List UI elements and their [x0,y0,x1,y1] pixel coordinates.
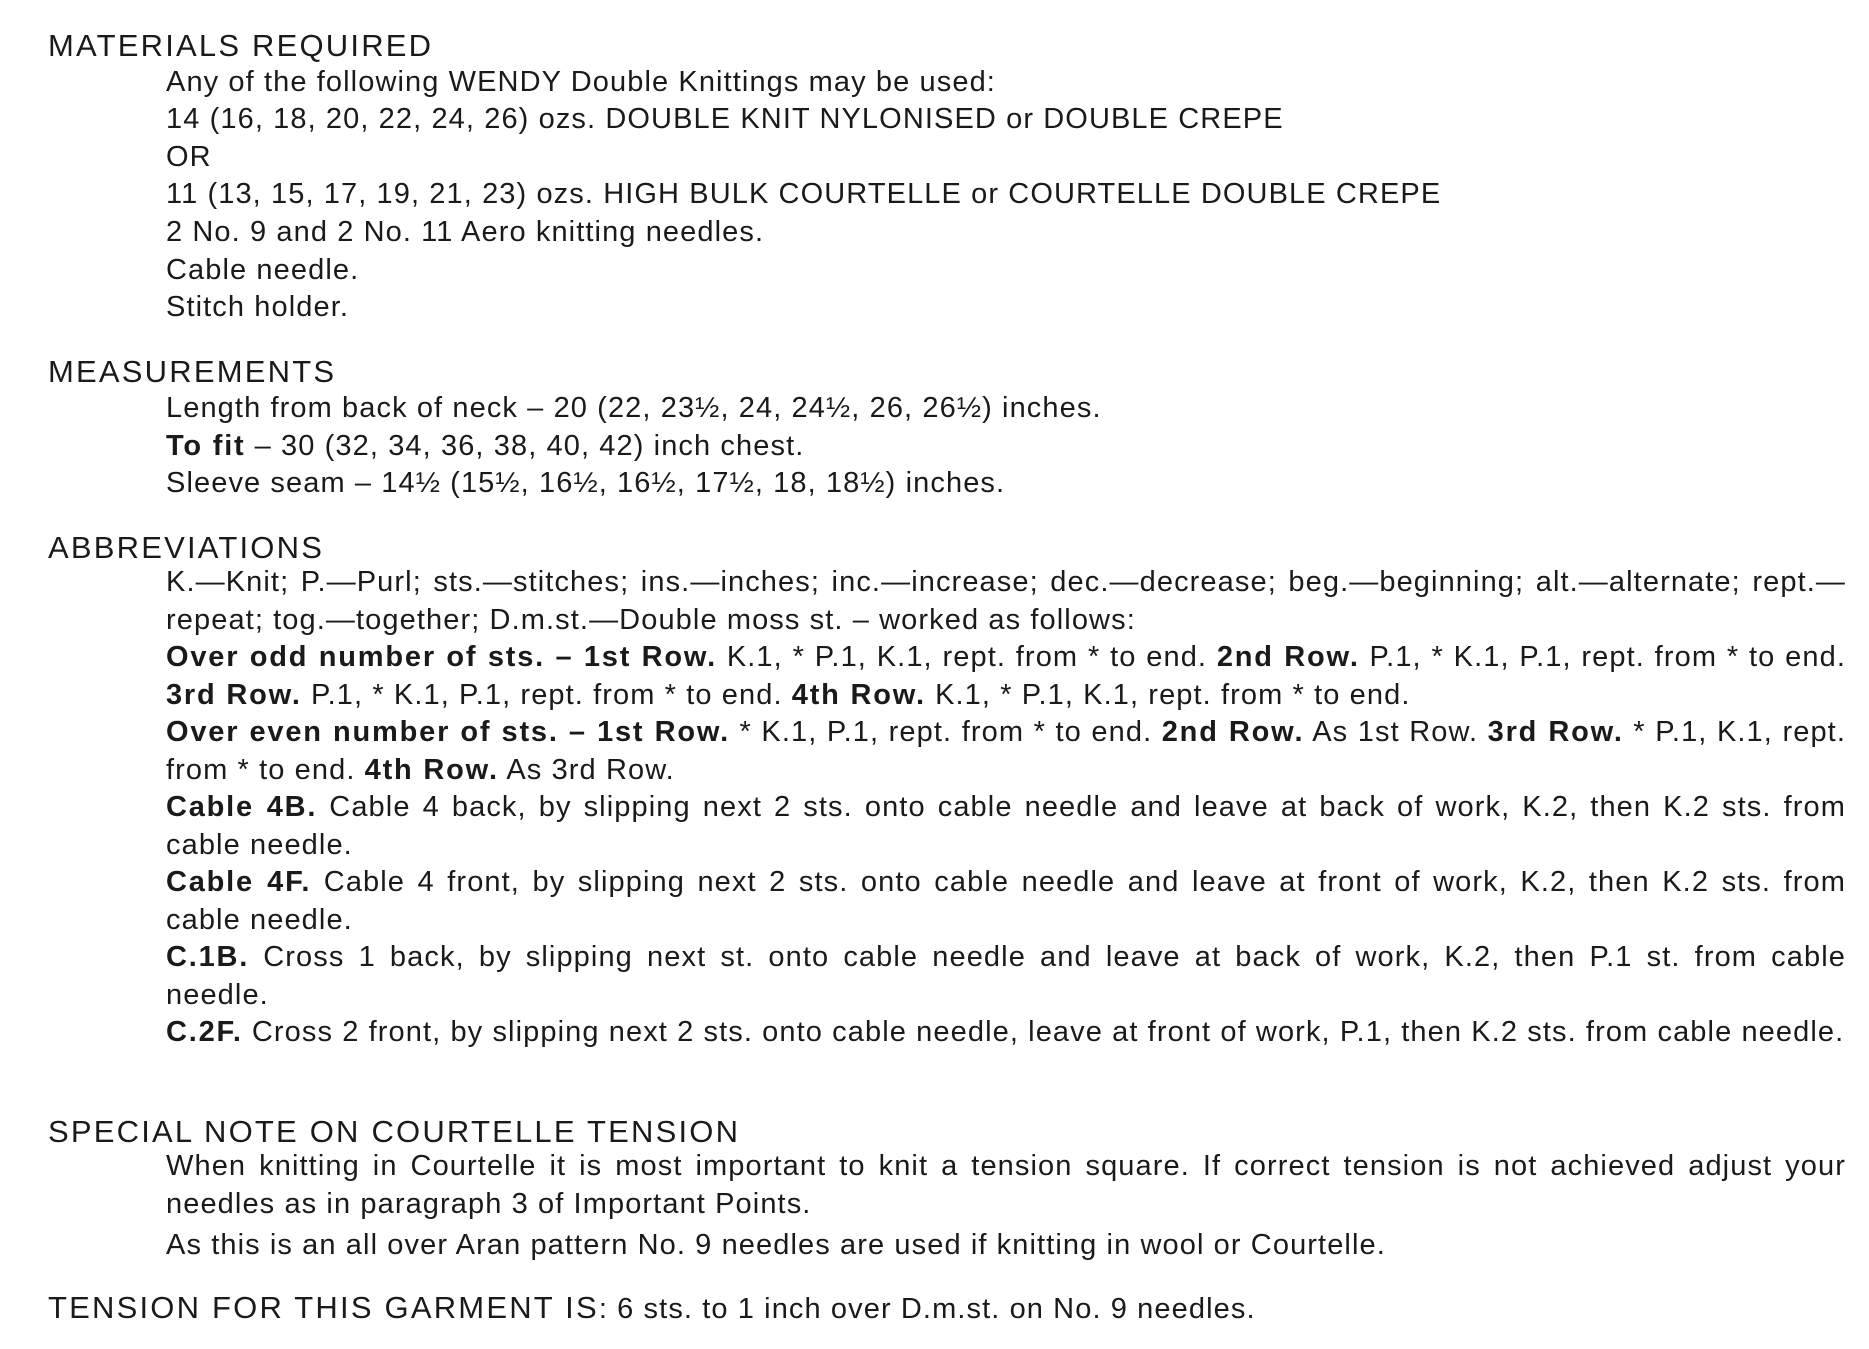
odd-row1: K.1, * P.1, K.1, rept. from * to end. [717,641,1217,673]
odd-row3-label: 3rd Row. [166,678,302,711]
even-row3: * P.1, K.1, rept. from * to end. [166,716,1846,786]
even-sts-paragraph [166,714,1846,789]
even-row2-label: 2nd Row. [1161,716,1305,748]
special-note-para-1: When knitting in Courtelle it is most important to knit a tension square. If correct tension is not achieved adjust your needles as in paragraph 3 of Important Points. [166,1150,1846,1220]
materials-heading: MATERIALS REQUIRED [48,28,434,63]
fit-text: – 30 (32, 34, 36, 38, 40, 42) inch chest. [245,430,805,462]
c1b-paragraph [166,939,1846,1014]
abbreviations-heading: ABBREVIATIONS [48,530,325,565]
cable-4b-paragraph [166,789,1846,864]
odd-sts-paragraph [166,639,1846,714]
special-note-heading: SPECIAL NOTE ON COURTELLE TENSION [48,1114,741,1149]
fit-label: To fit [166,430,246,462]
even-row4: As 3rd Row. [498,753,675,786]
tension-text: : 6 sts. to 1 inch over D.m.st. on No. 9 needles. [598,1293,1256,1325]
tension-label: TENSION FOR THIS GARMENT IS [48,1290,599,1325]
materials-line-6: Cable needle. [166,254,360,286]
cable-4b-text: Cable 4 back, by slipping next 2 sts. onto cable needle and leave at back of work, K.2, then K.2 sts. from cable needle. [166,791,1846,861]
c1b-label: C.1B. [166,941,250,973]
odd-row3: P.1, * K.1, P.1, rept. from * to end. [301,678,792,711]
materials-line-1: Any of the following WENDY Double Knittings may be used: [166,66,996,98]
odd-row4-label: 4th Row. [791,678,926,711]
sleeve-line: Sleeve seam – 14½ (15½, 16½, 16½, 17½, 18, 18½) inches. [166,467,1006,499]
cable-4f-text: Cable 4 front, by slipping next 2 sts. onto cable needle and leave at front of work, K.2, then K.2 sts. from cable needle. [166,866,1846,936]
c2f-paragraph [166,1014,1846,1052]
odd-row2-label: 2nd Row. [1216,641,1360,673]
odd-label: Over odd number of sts. – [166,641,584,673]
cable-4b-label: Cable 4B. [166,791,318,823]
odd-row2: P.1, * K.1, P.1, rept. from * to end. [1359,641,1846,673]
materials-line-4: 11 (13, 15, 17, 19, 21, 23) ozs. HIGH BULK COURTELLE or COURTELLE DOUBLE CREPE [166,178,1442,210]
even-row4-label: 4th Row. [364,753,499,786]
c1b-text: Cross 1 back, by slipping next st. onto cable needle and leave at back of work, K.2, then P.1 st. from cable needle. [166,941,1846,1011]
measurements-heading: MEASUREMENTS [48,354,337,389]
cable-4f-label: Cable 4F. [166,866,312,898]
cable-4f-paragraph [166,864,1846,939]
odd-row1-label: 1st Row. [583,641,718,673]
even-label: Over even number of sts. – [166,716,598,748]
length-line: Length from back of neck – 20 (22, 23½, 24, 24½, 26, 26½) inches. [166,392,1102,424]
materials-line-5: 2 No. 9 and 2 No. 11 Aero knitting needles. [166,216,765,248]
even-row1-label: 1st Row. [597,716,730,748]
even-row2: As 1st Row. [1304,716,1488,748]
special-note-para-2: As this is an all over Aran pattern No. 9 needles are used if knitting in wool or Courtelle. [166,1229,1386,1261]
materials-line-2: 14 (16, 18, 20, 22, 24, 26) ozs. DOUBLE KNIT NYLONISED or DOUBLE CREPE [166,103,1284,135]
odd-row4: K.1, * P.1, K.1, rept. from * to end. [925,678,1411,711]
materials-line-7: Stitch holder. [166,291,350,323]
materials-line-3: OR [166,141,212,173]
even-row3-label: 3rd Row. [1487,716,1624,748]
c2f-text: Cross 2 front, by slipping next 2 sts. onto cable needle, leave at front of work, P.1, then K.2 sts. from cable needle. [242,1016,1845,1048]
fit-line [166,430,804,463]
tension-line [48,1290,1256,1326]
even-row1: * K.1, P.1, rept. from * to end. [730,716,1162,748]
c2f-label: C.2F. [166,1016,243,1048]
abbreviations-general: K.—Knit; P.—Purl; sts.—stitches; ins.—inches; inc.—increase; dec.—decrease; beg.—beginning; alt.—alternate; rept.—repeat; tog.—together; D.m.st.—Double moss st. – worked as follows: [166,566,1846,636]
